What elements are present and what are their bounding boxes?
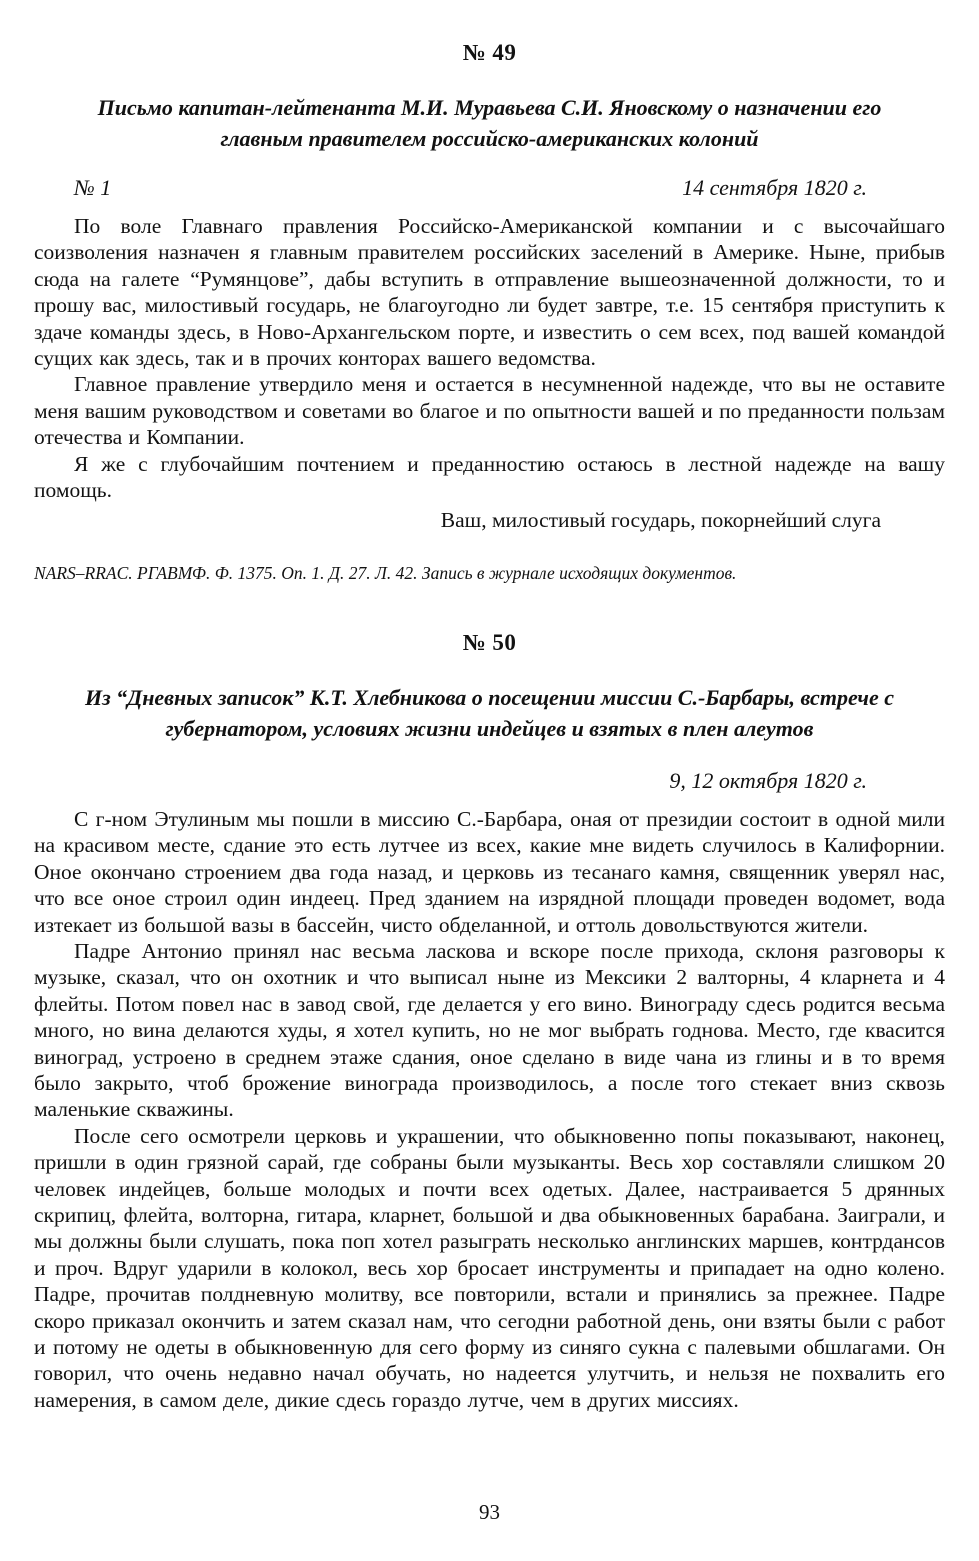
doc-49-archive-citation: NARS–RRAC. РГАВМФ. Ф. 1375. Оп. 1. Д. 27. Л. 42. Запись в журнале исходящих документов. bbox=[34, 562, 737, 583]
doc-50-date: 9, 12 октября 1820 г. bbox=[669, 767, 867, 793]
doc-50-meta-row bbox=[34, 768, 945, 794]
document-50 bbox=[34, 630, 945, 1413]
doc-49-number: № 49 bbox=[462, 40, 517, 65]
doc-49-paragraph: Главное правление утвердило меня и остается в несумненной надежде, что вы не оставите меня вашим руководством и советами во благое и по опытности вашей и по преданности пользам отечества и Компании. bbox=[34, 372, 945, 450]
doc-49-title: Письмо капитан-лейтенанта М.И. Муравьева С.И. Яновскому о назначении его главным правителем российско-американских колоний bbox=[97, 95, 882, 151]
doc-49-archival-no: № 1 bbox=[74, 175, 112, 200]
doc-49-paragraph: По воле Главнаго правления Российско-Американской компании и с высочайшаго соизволения назначен я главным правителем российских заселений в Америке. Ныне, прибыв сюда на галете “Румянцове”, дабы вступить в отправление вышеозначенной должности, то и прошу вас, милостивый государь, не благоугодно ли будет завтре, т.е. 15 сентября приступить к здаче команды здесь, в Ново-Архангельском порте, и известить о сем всех, под вашей командой сущих как здесь, так и в прочих конторах вашего ведомства. bbox=[34, 214, 945, 371]
doc-49-signature: Ваш, милостивый государь, покорнейший слуга bbox=[440, 508, 881, 533]
doc-50-number: № 50 bbox=[462, 629, 517, 655]
doc-49-body bbox=[34, 213, 945, 503]
doc-50-paragraph: После сего осмотрели церковь и украшении, что обыкновенно попы показывают, наконец, пришли в один грязной сарай, где собраны были музыканты. Весь хор составляли слишком 20 человек индейцев, больше молодых и почти всех одетых. Далее, настраивается 5 дрянных скрипиц, флейта, волторна, гитара, кларнет, большой и два обыкновенных барабана. Заиграли, и мы должны были слушать, пока поп хотел разыграть несколько англинских маршев, контрдансов и проч. Вдруг ударили в колокол, весь хор бросает инструменты и припадает на одно колено. Падре, прочитав полдневную молитву, все повторили, встали и принялись за прежнее. Падре скоро приказал окончить и затем сказал нам, что сегодни работной день, они взяты были с работ и потому не одеты в обыкновенную для сего форму из синяго сукна с палевыми обшлагами. Он говорил, что очень недавно начал обучать, но надеется улутчить, и нельзя не похвалить его намерения, в самом деле, дикие сдесь гораздо лутче, чем в других миссиях. bbox=[34, 1123, 945, 1412]
page-number: 93 bbox=[479, 1500, 500, 1524]
doc-49-meta-row bbox=[34, 175, 945, 201]
doc-50-body bbox=[34, 806, 945, 1413]
doc-49-date: 14 сентября 1820 г. bbox=[682, 175, 867, 200]
doc-49-paragraph: Я же с глубочайшим почтением и преданностию остаюсь в лестной надежде на вашу помощь. bbox=[34, 451, 945, 503]
doc-50-title: Из “Дневных записок” К.Т. Хлебникова о посещении миссии С.-Барбары, встрече с губернатором, условиях жизни индейцев и взятых в плен алеутов bbox=[84, 684, 894, 741]
doc-50-paragraph: Падре Антонио принял нас весьма ласкова и вскоре после прихода, склоня разговоры к музыке, сказал, что он охотник и что выписал ныне из Мексики 2 валторны, 4 кларнета и 4 флейты. Потом повел нас в завод свой, где делается у его вино. Винограду сдесь родится весьма много, но вина делаются худы, я хотел купить, но не мог выбрать годнова. Место, где квасится виноград, устроено в среднем этаже сдания, оное сделано в виде чана из глины и в то время было закрыто, чтоб брожение винограда производилось, а после того стекает вниз сквозь маленькие скважины. bbox=[34, 938, 945, 1122]
doc-50-paragraph: С г-ном Этулиным мы пошли в миссию С.-Барбара, оная от президии состоит в одной мили на красивом месте, сдание это есть лутчее из всех, какие мне видеть случилось в Калифорнии. Оное окончано строением два года назад, и церковь из тесанаго камня, священник уверял нас, что все оное строил один индеец. Пред зданием на изрядной площади проведен водомет, вода изтекает из большой вазы в бассейн, чисто обделанной, и оттоль довольствуются жители. bbox=[34, 806, 945, 937]
document-49 bbox=[34, 40, 945, 584]
